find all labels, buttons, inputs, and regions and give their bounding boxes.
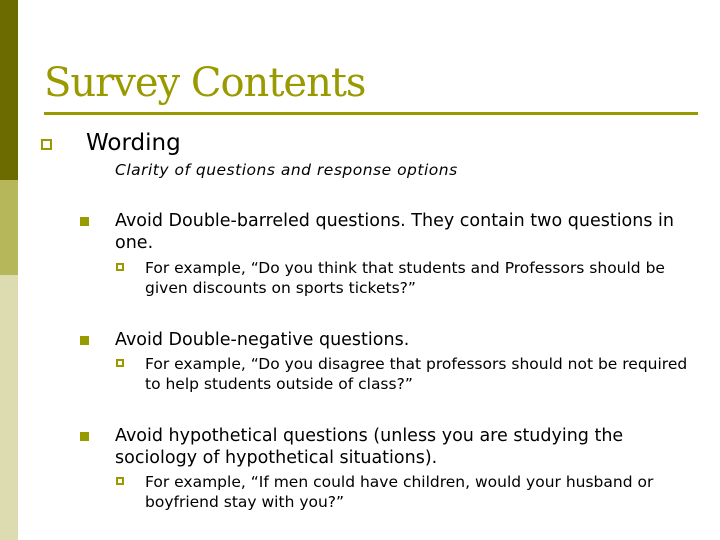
side-band-mid bbox=[0, 180, 18, 275]
list-item-example: For example, “Do you think that students and Professors should be given discounts on sports tickets?” bbox=[145, 259, 665, 297]
open-square-bullet-icon bbox=[116, 359, 124, 367]
square-bullet-icon bbox=[80, 336, 89, 345]
title-underline bbox=[44, 112, 698, 115]
topic-heading: Wording bbox=[86, 130, 181, 156]
list-item-double-barreled: Avoid Double-barreled questions. They contain two questions in one. bbox=[115, 211, 674, 253]
open-square-bullet-icon bbox=[116, 263, 124, 271]
list-item-hypothetical: Avoid hypothetical questions (unless you are studying the sociology of hypothetical situations). bbox=[115, 426, 624, 468]
slide-title: Survey Contents bbox=[44, 60, 366, 106]
square-bullet-icon bbox=[80, 432, 89, 441]
list-item-example: For example, “Do you disagree that professors should not be required to help students outside of class?” bbox=[145, 355, 688, 393]
open-square-bullet-icon bbox=[41, 139, 52, 150]
square-bullet-icon bbox=[80, 217, 89, 226]
side-band-dark bbox=[0, 0, 18, 180]
side-band-light bbox=[0, 275, 18, 540]
list-item-double-negative: Avoid Double-negative questions. bbox=[115, 330, 410, 350]
list-item-example: For example, “If men could have children, would your husband or boyfriend stay with you?” bbox=[145, 473, 654, 511]
open-square-bullet-icon bbox=[116, 477, 124, 485]
topic-subtitle: Clarity of questions and response options bbox=[115, 161, 458, 179]
